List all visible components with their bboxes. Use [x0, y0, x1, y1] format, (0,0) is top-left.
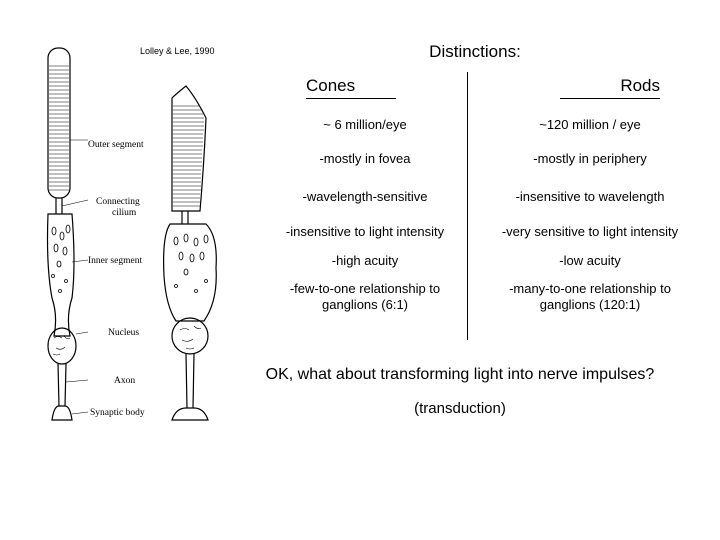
label-connecting: Connecting: [96, 197, 140, 207]
cone-cell-drawing: [164, 86, 217, 420]
rod-nucleus-texture: [53, 336, 70, 355]
label-inner-segment: Inner segment: [88, 256, 143, 266]
rods-intensity: -very sensitive to light intensity: [501, 224, 679, 239]
figure-credit: Lolley & Lee, 1990: [140, 46, 215, 56]
photoreceptor-diagram: [36, 36, 236, 426]
rods-location: -mostly in periphery: [533, 151, 647, 166]
slide-title: Distinctions:: [429, 42, 521, 61]
rod-mitochondria: [52, 225, 71, 293]
rods-acuity: -low acuity: [559, 253, 621, 268]
cones-convergence: -few-to-one relationship to ganglions (6:1): [289, 281, 441, 312]
cones-wavelength: -wavelength-sensitive: [302, 189, 428, 204]
rods-column-heading: Rods: [560, 76, 660, 99]
cone-nucleus-texture: [180, 326, 201, 349]
column-divider: [467, 72, 468, 340]
rods-count: ~120 million / eye: [539, 117, 641, 132]
cones-count: ~ 6 million/eye: [323, 117, 407, 132]
label-nucleus: Nucleus: [108, 328, 140, 338]
label-synaptic-body: Synaptic body: [90, 408, 145, 418]
cone-mitochondria: [174, 234, 208, 293]
rod-cell-drawing: [48, 48, 77, 420]
rods-wavelength: -insensitive to wavelength: [515, 189, 665, 204]
cones-acuity: -high acuity: [331, 253, 399, 268]
transduction-question: OK, what about transforming light into nerve impulses?: [265, 366, 655, 383]
rods-convergence: -many-to-one relationship to ganglions (120:1): [509, 281, 671, 312]
rod-disc-stack: [49, 66, 69, 190]
transduction-label: (transduction): [414, 400, 506, 417]
cones-location: -mostly in fovea: [319, 151, 411, 166]
cones-column-heading: Cones: [306, 76, 396, 99]
cones-intensity: -insensitive to light intensity: [285, 224, 445, 239]
label-cilium: cilium: [112, 208, 137, 218]
label-axon: Axon: [114, 376, 136, 386]
cone-disc-stack: [173, 106, 204, 206]
label-outer-segment: Outer segment: [88, 140, 144, 150]
